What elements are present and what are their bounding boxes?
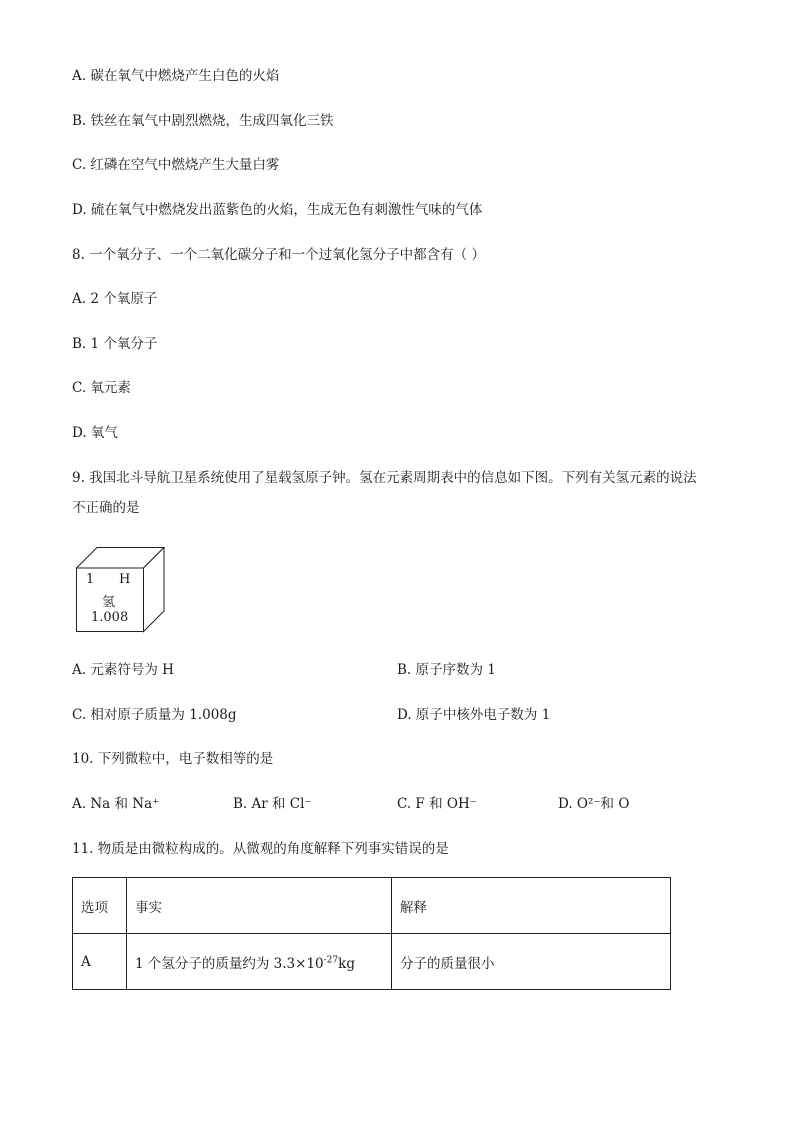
element-symbol: H	[119, 572, 131, 587]
table-header-row	[73, 878, 671, 934]
table-row	[73, 934, 671, 990]
q9-option-a: A. 元素符号为 H	[72, 662, 174, 678]
row-fact-suffix: kg	[338, 955, 355, 972]
q7-option-d: D. 硫在氧气中燃烧发出蓝紫色的火焰，生成无色有刺激性气味的气体	[72, 202, 483, 218]
q10-stem: 10. 下列微粒中，电子数相等的是	[72, 751, 274, 767]
q9-option-b: B. 原子序数为 1	[397, 662, 496, 678]
q10-option-a: A. Na 和 Na⁺	[72, 796, 160, 812]
q10-option-d: D. O²⁻和 O	[558, 796, 630, 812]
element-name: 氢	[102, 595, 116, 610]
q7-option-a: A. 碳在氧气中燃烧产生白色的火焰	[72, 68, 280, 84]
row-option: A	[73, 934, 127, 990]
q8-option-d: D. 氧气	[72, 425, 118, 441]
q8-option-a: A. 2 个氧原子	[72, 291, 158, 307]
q11-table	[72, 877, 671, 990]
q9-option-d: D. 原子中核外电子数为 1	[397, 707, 551, 723]
row-fact-exponent: -27	[323, 955, 339, 965]
q10-option-c: C. F 和 OH⁻	[397, 796, 477, 812]
q7-option-b: B. 铁丝在氧气中剧烈燃烧，生成四氧化三铁	[72, 113, 334, 129]
q7-option-c: C. 红磷在空气中燃烧产生大量白雾	[72, 157, 280, 173]
header-explanation: 解释	[392, 878, 671, 934]
row-explanation: 分子的质量很小	[392, 934, 671, 990]
q9-option-c: C. 相对原子质量为 1.008g	[72, 707, 237, 723]
q9-stem-line1: 9. 我国北斗导航卫星系统使用了星载氢原子钟。氢在元素周期表中的信息如下图。下列有关氢元素的说法	[72, 470, 697, 486]
q11-stem: 11. 物质是由微粒构成的。从微观的角度解释下列事实错误的是	[72, 841, 449, 857]
atomic-mass: 1.008	[91, 610, 129, 625]
element-card-hydrogen	[76, 547, 166, 637]
q8-option-b: B. 1 个氧分子	[72, 336, 158, 352]
q10-option-b: B. Ar 和 Cl⁻	[233, 796, 312, 812]
q8-option-c: C. 氧元素	[72, 380, 131, 396]
q8-stem: 8. 一个氧分子、一个二氧化碳分子和一个过氧化氢分子中都含有（ ）	[72, 247, 485, 263]
atomic-number: 1	[86, 572, 95, 587]
header-fact: 事实	[127, 878, 392, 934]
header-option: 选项	[73, 878, 127, 934]
row-fact	[127, 934, 392, 990]
q9-stem-line2: 不正确的是	[72, 500, 140, 516]
row-fact-prefix: 1 个氢分子的质量约为 3.3×10	[135, 955, 324, 972]
